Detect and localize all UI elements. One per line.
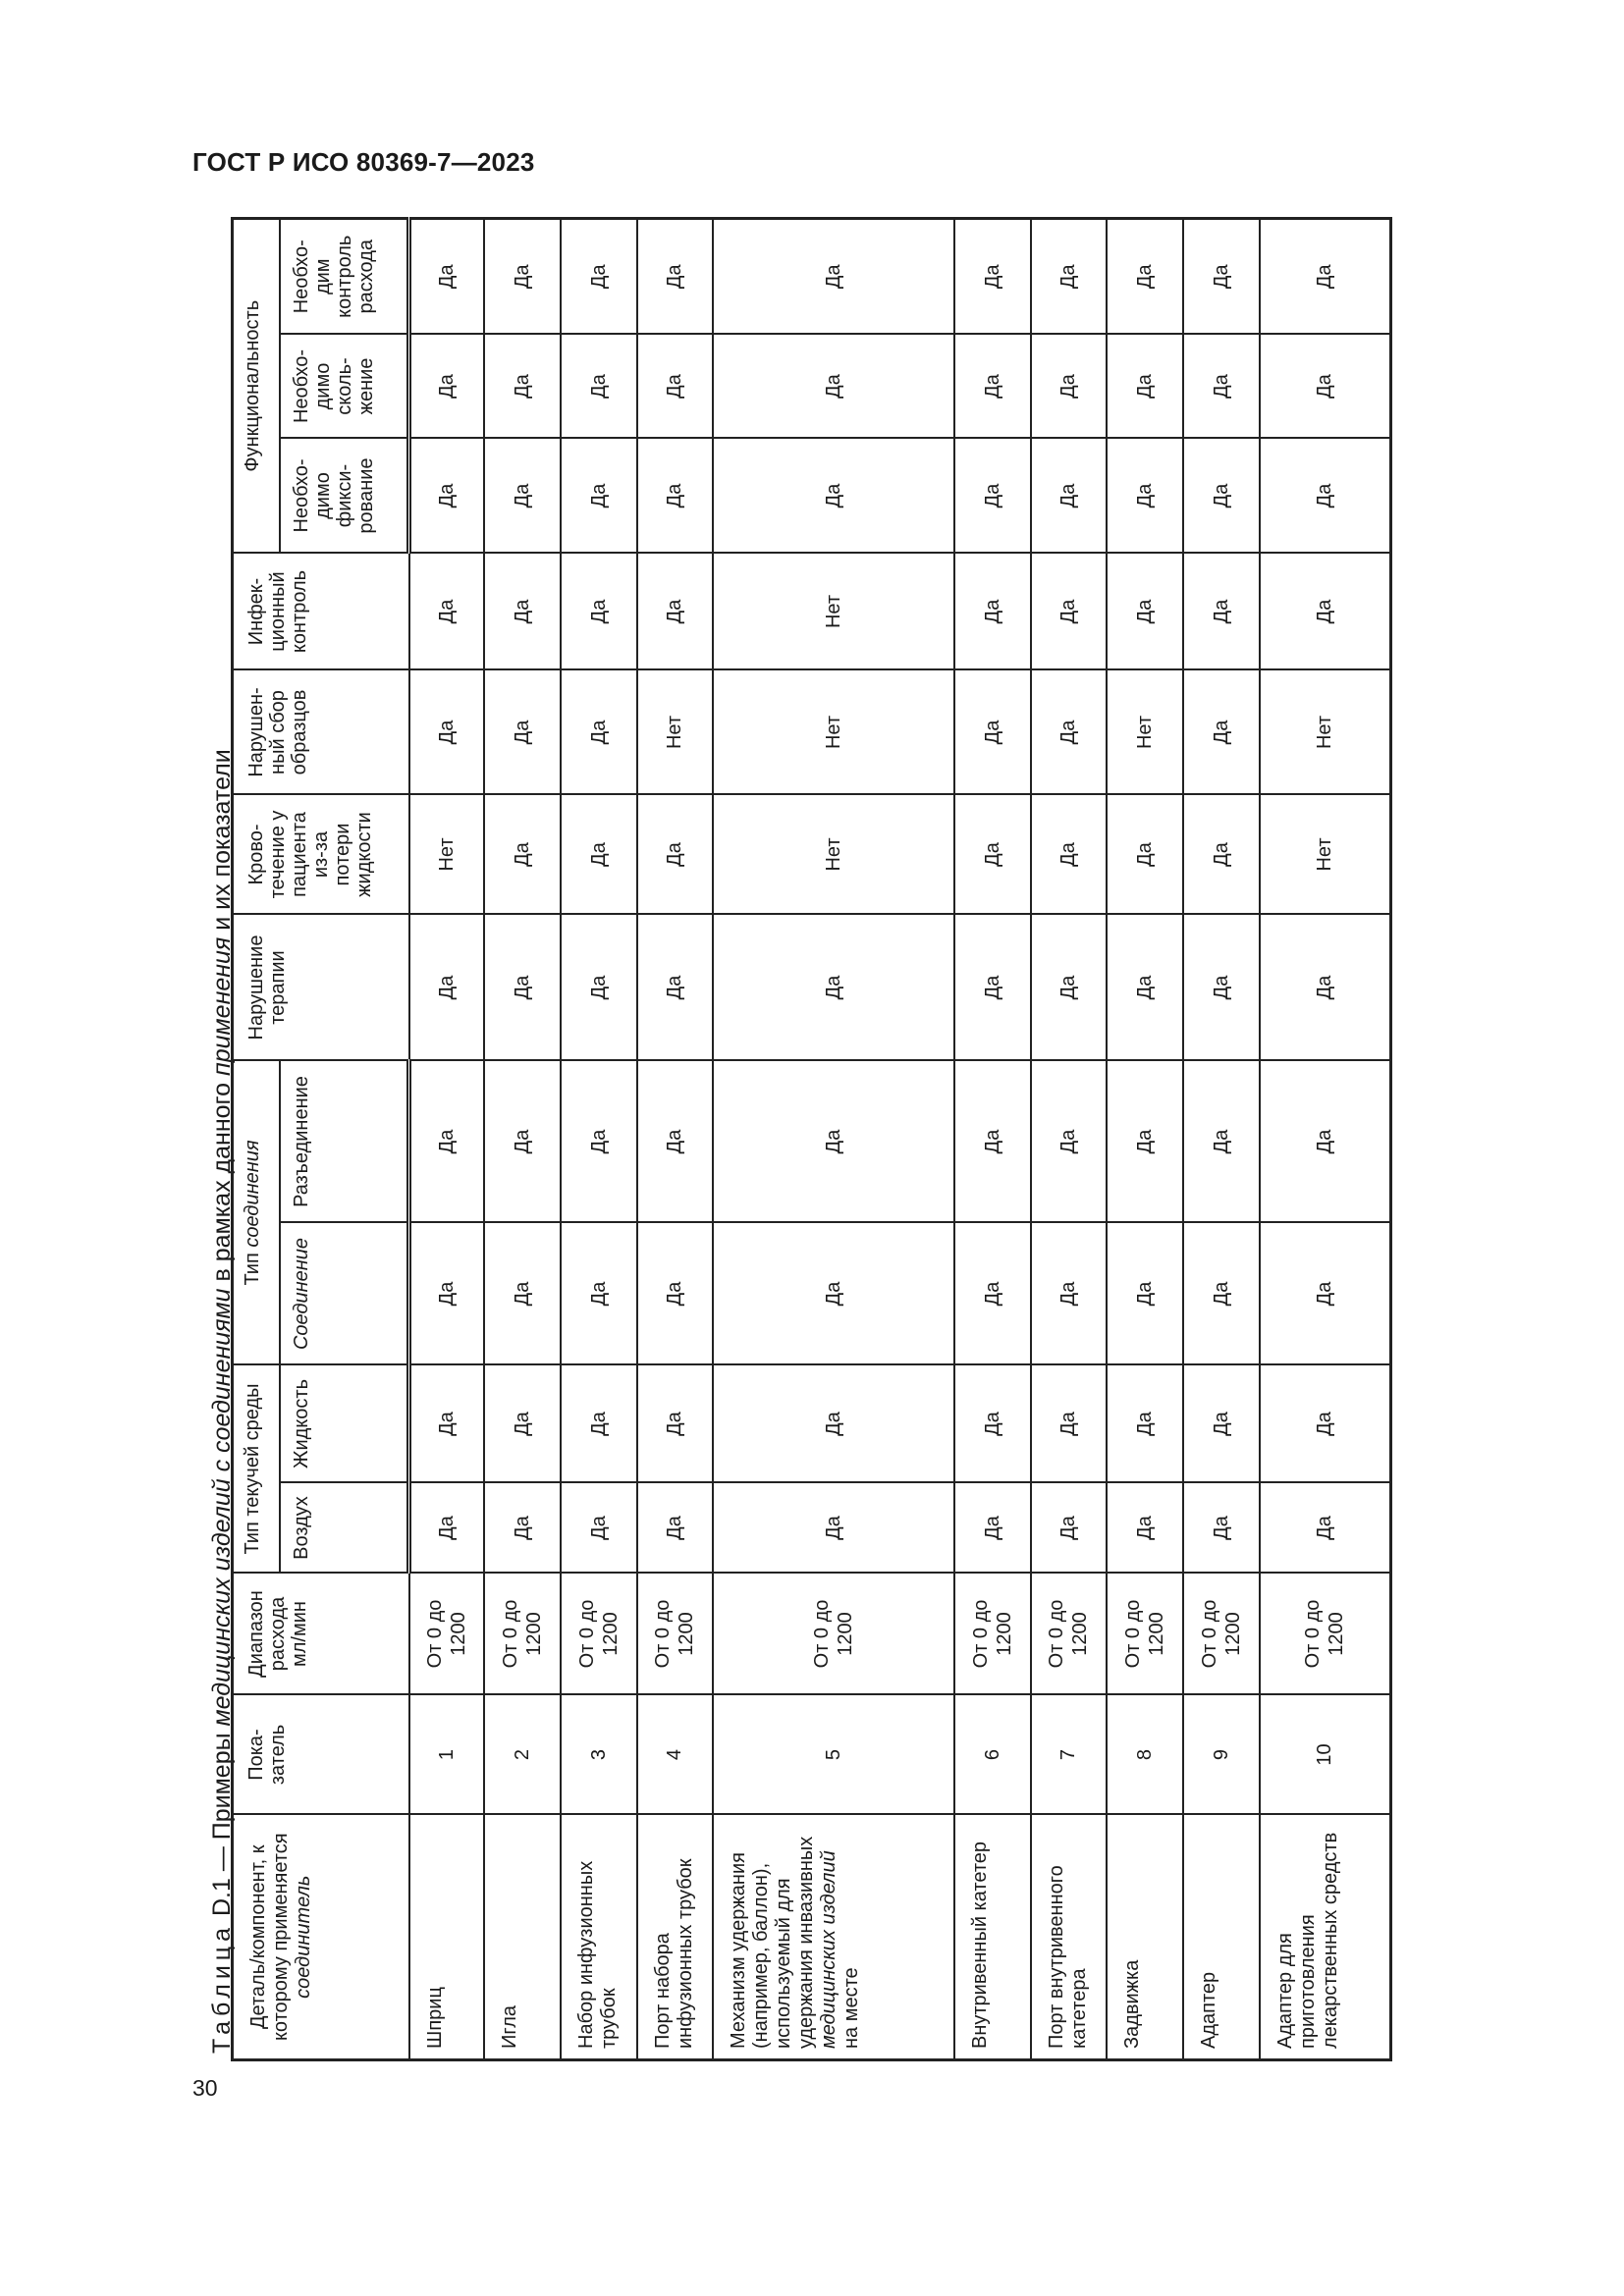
row-disconnection: Да <box>1031 1061 1107 1223</box>
row-disconnection: Да <box>954 1061 1031 1223</box>
row-sampling: Да <box>1031 670 1107 795</box>
row-infection: Нет <box>713 554 954 670</box>
row-air: Да <box>637 1483 713 1574</box>
row-therapy: Да <box>561 915 637 1061</box>
row-air: Да <box>409 1483 484 1574</box>
header-component-text: Деталь/компонент, к которому применяется <box>247 1833 292 2042</box>
row-fixation: Да <box>637 439 713 554</box>
row-therapy: Да <box>409 915 484 1061</box>
table-row <box>1107 219 1183 2060</box>
row-disconnection: Да <box>1183 1061 1260 1223</box>
row-fixation: Да <box>954 439 1031 554</box>
row-fixation: Да <box>713 439 954 554</box>
row-connection: Да <box>1107 1223 1183 1365</box>
row-infection: Да <box>561 554 637 670</box>
row-flow-control: Да <box>1107 219 1183 335</box>
row-sampling: Да <box>954 670 1031 795</box>
row-component: Адаптер для приготовления лекарственных средств <box>1260 1815 1391 2060</box>
row-connection: Да <box>561 1223 637 1365</box>
header-sliding: Необхо-димо сколь-жение <box>280 335 409 439</box>
device-table <box>231 217 1392 2061</box>
row-flow-control: Да <box>561 219 637 335</box>
row-indicator: 3 <box>561 1695 637 1815</box>
row-liquid: Да <box>1031 1365 1107 1483</box>
row-range: От 0 до 1200 <box>713 1574 954 1695</box>
row-connection: Да <box>713 1223 954 1365</box>
row-connection: Да <box>637 1223 713 1365</box>
row-component-italic: медицинских изделий <box>817 1850 839 2049</box>
row-liquid: Да <box>1260 1365 1391 1483</box>
table-row <box>409 219 484 2060</box>
row-fixation: Да <box>1031 439 1107 554</box>
row-sampling: Да <box>409 670 484 795</box>
row-liquid: Да <box>1183 1365 1260 1483</box>
row-component: Задвижка <box>1107 1815 1183 2060</box>
row-therapy: Да <box>637 915 713 1061</box>
header-disconnection: Разъединение <box>280 1061 409 1223</box>
row-air: Да <box>954 1483 1031 1574</box>
row-connection: Да <box>1031 1223 1107 1365</box>
header-connection <box>280 1223 409 1365</box>
row-air: Да <box>1031 1483 1107 1574</box>
row-range: От 0 до 1200 <box>637 1574 713 1695</box>
row-disconnection: Да <box>1107 1061 1183 1223</box>
row-disconnection: Да <box>484 1061 561 1223</box>
table-row <box>713 219 954 2060</box>
row-disconnection: Да <box>637 1061 713 1223</box>
row-therapy: Да <box>1107 915 1183 1061</box>
row-liquid: Да <box>561 1365 637 1483</box>
row-bleeding: Да <box>637 795 713 915</box>
header-component-italic: соединитель <box>293 1875 314 1999</box>
row-bleeding: Нет <box>713 795 954 915</box>
table-row <box>484 219 561 2060</box>
header-row-1 <box>233 219 280 2060</box>
header-infection: Инфек-ционный контроль <box>233 554 409 670</box>
caption-italic-2: применения <box>208 936 236 1077</box>
row-bleeding: Да <box>561 795 637 915</box>
row-air: Да <box>1107 1483 1183 1574</box>
row-range: От 0 до 1200 <box>561 1574 637 1695</box>
row-sampling: Нет <box>1107 670 1183 795</box>
row-sliding: Да <box>954 335 1031 439</box>
header-indicator: Пока-затель <box>233 1695 409 1815</box>
row-flow-control: Да <box>409 219 484 335</box>
row-sliding: Да <box>1107 335 1183 439</box>
row-sampling: Нет <box>637 670 713 795</box>
row-indicator: 5 <box>713 1695 954 1815</box>
row-component: Порт набора инфузионных трубок <box>637 1815 713 2060</box>
row-sampling: Да <box>484 670 561 795</box>
row-connection: Да <box>1183 1223 1260 1365</box>
row-range: От 0 до 1200 <box>954 1574 1031 1695</box>
caption-prefix: Таблица <box>208 1922 236 2054</box>
caption-end: и их показатели <box>208 749 236 937</box>
row-range: От 0 до 1200 <box>1260 1574 1391 1695</box>
row-indicator: 9 <box>1183 1695 1260 1815</box>
row-liquid: Да <box>409 1365 484 1483</box>
row-fixation: Да <box>1183 439 1260 554</box>
row-component-tail: на месте <box>839 1967 862 2049</box>
row-indicator: 8 <box>1107 1695 1183 1815</box>
row-range: От 0 до 1200 <box>484 1574 561 1695</box>
row-sampling: Нет <box>713 670 954 795</box>
row-sliding: Да <box>1260 335 1391 439</box>
row-sampling: Нет <box>1260 670 1391 795</box>
row-connection: Да <box>409 1223 484 1365</box>
row-component-text: Механизм удержания (например, баллон), используемый для удержания инвазивных <box>727 1836 817 2049</box>
row-disconnection: Да <box>561 1061 637 1223</box>
header-flow-range: Диапазон расхода мл/мин <box>233 1574 409 1695</box>
header-liquid: Жидкость <box>280 1365 409 1483</box>
row-bleeding: Нет <box>409 795 484 915</box>
header-connection-type-italic: соединения <box>242 1140 263 1248</box>
row-fixation: Да <box>1260 439 1391 554</box>
header-bleeding: Крово-течение у пациента из-за потери жидкости <box>233 795 409 915</box>
header-component <box>233 1815 409 2060</box>
row-liquid: Да <box>713 1365 954 1483</box>
header-fixation: Необхо-димо фикси-рование <box>280 439 409 554</box>
header-flow-control: Необхо-дим контроль расхода <box>280 219 409 335</box>
row-therapy: Да <box>954 915 1031 1061</box>
row-component: Игла <box>484 1815 561 2060</box>
row-sampling: Да <box>1183 670 1260 795</box>
row-indicator: 6 <box>954 1695 1031 1815</box>
row-disconnection: Да <box>409 1061 484 1223</box>
row-range: От 0 до 1200 <box>1183 1574 1260 1695</box>
row-bleeding: Нет <box>1260 795 1391 915</box>
row-liquid: Да <box>637 1365 713 1483</box>
header-functionality-group: Функциональность <box>233 219 280 554</box>
row-flow-control: Да <box>637 219 713 335</box>
row-therapy: Да <box>1183 915 1260 1061</box>
row-bleeding: Да <box>1183 795 1260 915</box>
row-sliding: Да <box>637 335 713 439</box>
row-sliding: Да <box>409 335 484 439</box>
row-connection: Да <box>484 1223 561 1365</box>
row-infection: Да <box>409 554 484 670</box>
row-component: Адаптер <box>1183 1815 1260 2060</box>
row-flow-control: Да <box>1260 219 1391 335</box>
row-component: Порт внутривенного катетера <box>1031 1815 1107 2060</box>
row-infection: Да <box>954 554 1031 670</box>
caption-number: D.1 — Примеры <box>208 1726 236 1917</box>
row-infection: Да <box>1260 554 1391 670</box>
row-liquid: Да <box>484 1365 561 1483</box>
table-row <box>1183 219 1260 2060</box>
row-range: От 0 до 1200 <box>1107 1574 1183 1695</box>
row-flow-control: Да <box>1031 219 1107 335</box>
row-liquid: Да <box>954 1365 1031 1483</box>
table-row <box>1031 219 1107 2060</box>
row-range: От 0 до 1200 <box>409 1574 484 1695</box>
row-component: Шприц <box>409 1815 484 2060</box>
document-header: ГОСТ Р ИСО 80369-7—2023 <box>192 147 535 177</box>
row-therapy: Да <box>484 915 561 1061</box>
header-connection-italic: Соединение <box>290 1237 312 1351</box>
row-indicator: 7 <box>1031 1695 1107 1815</box>
header-sampling: Нарушен-ный сбор образцов <box>233 670 409 795</box>
row-component <box>713 1815 954 2060</box>
table-row <box>637 219 713 2060</box>
rotated-table-area <box>192 196 1371 2061</box>
row-bleeding: Да <box>1107 795 1183 915</box>
row-therapy: Да <box>713 915 954 1061</box>
row-bleeding: Да <box>484 795 561 915</box>
row-indicator: 4 <box>637 1695 713 1815</box>
table-row <box>1260 219 1391 2060</box>
row-fixation: Да <box>1107 439 1183 554</box>
row-infection: Да <box>484 554 561 670</box>
row-infection: Да <box>1107 554 1183 670</box>
row-range: От 0 до 1200 <box>1031 1574 1107 1695</box>
row-air: Да <box>484 1483 561 1574</box>
row-sliding: Да <box>1031 335 1107 439</box>
row-fixation: Да <box>561 439 637 554</box>
header-air: Воздух <box>280 1483 409 1574</box>
row-indicator: 1 <box>409 1695 484 1815</box>
row-air: Да <box>1183 1483 1260 1574</box>
row-sliding: Да <box>713 335 954 439</box>
row-indicator: 10 <box>1260 1695 1391 1815</box>
header-connection-type-group <box>233 1061 280 1365</box>
table-row <box>561 219 637 2060</box>
row-connection: Да <box>954 1223 1031 1365</box>
row-liquid: Да <box>1107 1365 1183 1483</box>
row-fixation: Да <box>409 439 484 554</box>
row-component: Внутривенный катетер <box>954 1815 1031 2060</box>
row-flow-control: Да <box>1183 219 1260 335</box>
row-sliding: Да <box>561 335 637 439</box>
row-bleeding: Да <box>954 795 1031 915</box>
row-fixation: Да <box>484 439 561 554</box>
row-therapy: Да <box>1260 915 1391 1061</box>
row-indicator: 2 <box>484 1695 561 1815</box>
row-therapy: Да <box>1031 915 1107 1061</box>
header-fluid-type-group: Тип текучей среды <box>233 1365 280 1574</box>
row-flow-control: Да <box>713 219 954 335</box>
row-disconnection: Да <box>713 1061 954 1223</box>
row-bleeding: Да <box>1031 795 1107 915</box>
caption-italic-1: медицинских изделий с соединениями <box>208 1288 236 1727</box>
row-air: Да <box>561 1483 637 1574</box>
row-connection: Да <box>1260 1223 1391 1365</box>
row-sliding: Да <box>1183 335 1260 439</box>
row-component: Набор инфузионных трубок <box>561 1815 637 2060</box>
caption-mid: в рамках данного <box>208 1076 236 1289</box>
row-sliding: Да <box>484 335 561 439</box>
row-flow-control: Да <box>954 219 1031 335</box>
row-infection: Да <box>1183 554 1260 670</box>
page-number: 30 <box>192 2075 218 2101</box>
header-therapy-disruption: Нарушение терапии <box>233 915 409 1061</box>
row-flow-control: Да <box>484 219 561 335</box>
header-connection-type-text: Тип <box>242 1247 263 1286</box>
row-air: Да <box>713 1483 954 1574</box>
row-infection: Да <box>637 554 713 670</box>
row-sampling: Да <box>561 670 637 795</box>
table-row <box>954 219 1031 2060</box>
row-infection: Да <box>1031 554 1107 670</box>
row-disconnection: Да <box>1260 1061 1391 1223</box>
row-air: Да <box>1260 1483 1391 1574</box>
